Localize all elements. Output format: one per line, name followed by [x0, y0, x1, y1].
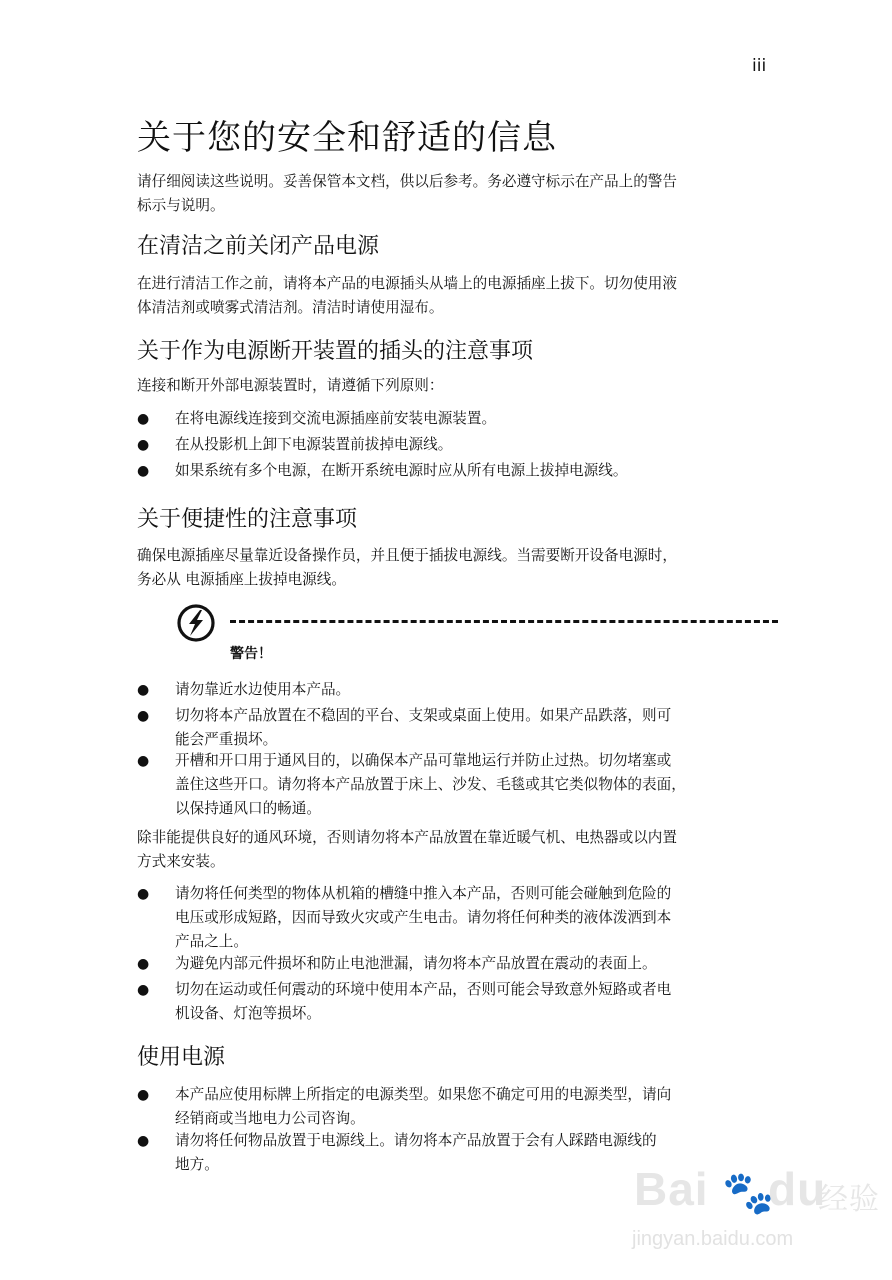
ventilation-line: 方式来安装。 [137, 853, 225, 870]
warning-label: 警告！ [230, 646, 272, 662]
bullet-dot: ● [137, 437, 150, 453]
list-item-text [175, 749, 775, 821]
cleaning-line: 体清洁剂或喷雾式清洁剂。清洁时请使用湿布。 [137, 299, 444, 316]
watermark-brand-cn: 经验 [818, 1183, 880, 1216]
heading-plug: 关于作为电源断开装置的插头的注意事项 [137, 339, 534, 364]
list-item-text [175, 704, 775, 752]
page-title: 关于您的安全和舒适的信息 [137, 118, 557, 158]
accessibility-line: 务必从 电源插座上拔掉电源线。 [137, 571, 346, 588]
paw-icon: 🐾 [722, 1168, 775, 1217]
list-item-text [175, 882, 775, 954]
warning-lightning-icon [176, 603, 216, 643]
bullet-dot: ● [137, 411, 150, 427]
list-item-line: 为避免内部元件损坏和防止电池泄漏，请勿将本产品放置在震动的表面上。 [175, 955, 657, 972]
list-item-text [175, 952, 775, 976]
intro-line: 请仔细阅读这些说明。妥善保管本文档，供以后参考。务必遵守标示在产品上的警告 [137, 173, 677, 190]
plug-lead: 连接和断开外部电源装置时，请遵循下列原则： [137, 377, 444, 394]
list-item-line: 请勿将任何类型的物体从机箱的槽缝中推入本产品，否则可能会碰触到危险的 [175, 885, 672, 902]
list-item-line: 能会严重损坏。 [175, 731, 278, 748]
bullet-dot: ● [137, 886, 150, 902]
watermark-url: jingyan.baidu.com [632, 1228, 794, 1250]
warning-divider [230, 620, 778, 623]
list-item-text [175, 1083, 775, 1131]
cleaning-paragraph [137, 272, 777, 320]
bullet-dot: ● [137, 1133, 150, 1149]
bullet-dot: ● [137, 753, 150, 769]
list-item-line: 盖住这些开口。请勿将本产品放置于床上、沙发、毛毯或其它类似物体的表面， [175, 776, 686, 793]
cleaning-line: 在进行清洁工作之前，请将本产品的电源插头从墙上的电源插座上拔下。切勿使用液 [137, 275, 677, 292]
list-item-line: 电压或形成短路，因而导致火灾或产生电击。请勿将任何种类的液体泼洒到本 [175, 909, 672, 926]
bullet-dot: ● [137, 1087, 150, 1103]
list-item-text [175, 678, 775, 702]
list-item-line: 开槽和开口用于通风目的，以确保本产品可靠地运行并防止过热。切勿堵塞或 [175, 752, 672, 769]
list-item-line: 请勿将任何物品放置于电源线上。请勿将本产品放置于会有人踩踏电源线的 [175, 1132, 657, 1149]
ventilation-paragraph [137, 826, 777, 874]
intro-paragraph [137, 170, 777, 218]
watermark-brand: Bai [634, 1163, 709, 1215]
list-item-line: 地方。 [175, 1156, 219, 1173]
list-item-text [175, 978, 775, 1026]
list-item-line: 经销商或当地电力公司咨询。 [175, 1110, 365, 1127]
heading-power: 使用电源 [137, 1045, 226, 1070]
accessibility-paragraph [137, 544, 777, 592]
intro-line: 标示与说明。 [137, 197, 225, 214]
baidu-watermark [630, 1162, 880, 1272]
bullet-dot: ● [137, 982, 150, 998]
bullet-dot: ● [137, 708, 150, 724]
list-item-line: 切勿在运动或任何震动的环境中使用本产品，否则可能会导致意外短路或者电 [175, 981, 672, 998]
heading-cleaning: 在清洁之前关闭产品电源 [137, 234, 380, 259]
list-item-line: 机设备、灯泡等损坏。 [175, 1005, 321, 1022]
bullet-dot: ● [137, 682, 150, 698]
list-item-text: 如果系统有多个电源，在断开系统电源时应从所有电源上拔掉电源线。 [175, 462, 628, 479]
list-item-line: 切勿将本产品放置在不稳固的平台、支架或桌面上使用。如果产品跌落，则可 [175, 707, 672, 724]
watermark-brand-tail: du [768, 1163, 827, 1215]
page-number: iii [752, 56, 767, 76]
accessibility-line: 确保电源插座尽量靠近设备操作员，并且便于插拔电源线。当需要断开设备电源时， [137, 547, 677, 564]
ventilation-line: 除非能提供良好的通风环境，否则请勿将本产品放置在靠近暖气机、电热器或以内置 [137, 829, 677, 846]
list-item-text: 在从投影机上卸下电源装置前拔掉电源线。 [175, 436, 453, 453]
list-item-line: 以保持通风口的畅通。 [175, 800, 321, 817]
list-item-line: 本产品应使用标牌上所指定的电源类型。如果您不确定可用的电源类型，请向 [175, 1086, 672, 1103]
list-item-text: 在将电源线连接到交流电源插座前安装电源装置。 [175, 410, 497, 427]
heading-accessibility: 关于便捷性的注意事项 [137, 507, 358, 532]
list-item-line: 产品之上。 [175, 933, 248, 950]
bullet-dot: ● [137, 463, 150, 479]
list-item-line: 请勿靠近水边使用本产品。 [175, 681, 351, 698]
bullet-dot: ● [137, 956, 150, 972]
